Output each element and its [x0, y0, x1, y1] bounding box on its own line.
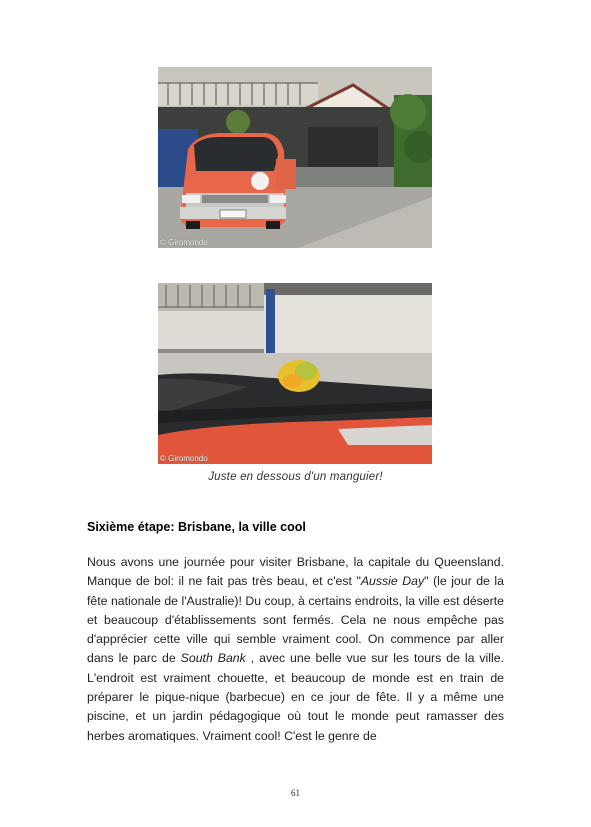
paragraph-emphasis: Aussie Day [360, 574, 425, 589]
paragraph-emphasis: South Bank [180, 651, 246, 666]
paragraph-text: , avec une belle vue sur les tours de la ville. L'endroit est vraiment chouette, et beaucoup de monde est en train de préparer le pique-nique (barbecue) en ce jour de fête. Il y a même une piscine, et un jardin pédagogique où tout le monde peut ramasser des herbes aromatiques. Vraiment cool! C'est le genre de [87, 651, 504, 743]
mango-roof-illustration [158, 283, 432, 464]
camper-van-illustration [158, 67, 432, 248]
body-paragraph [87, 553, 504, 746]
paragraph-text: Nous avons une journée pour visiter Brisbane, la capitale du Queensland. Manque de bol: il ne fait pas très beau, et c'est " [87, 555, 504, 589]
photo-mango-on-roof [158, 283, 432, 464]
photo-watermark: © Giromondo [160, 454, 208, 463]
photo-caption: Juste en dessous d'un manguier! [208, 471, 383, 483]
paragraph-text: " (le jour de la fête nationale de l'Australie)! Du coup, à certains endroits, la ville est déserte et beaucoup d'établissements sont fermés. Cela ne nous empêche pas d'apprécier cette ville qui semble vraiment cool. On commence par aller dans le parc de [87, 574, 504, 666]
photo-watermark: © Giromondo [160, 238, 208, 247]
page-number: 61 [291, 788, 300, 798]
photo-camper-van [158, 67, 432, 248]
section-heading: Sixième étape: Brisbane, la ville cool [87, 520, 306, 534]
